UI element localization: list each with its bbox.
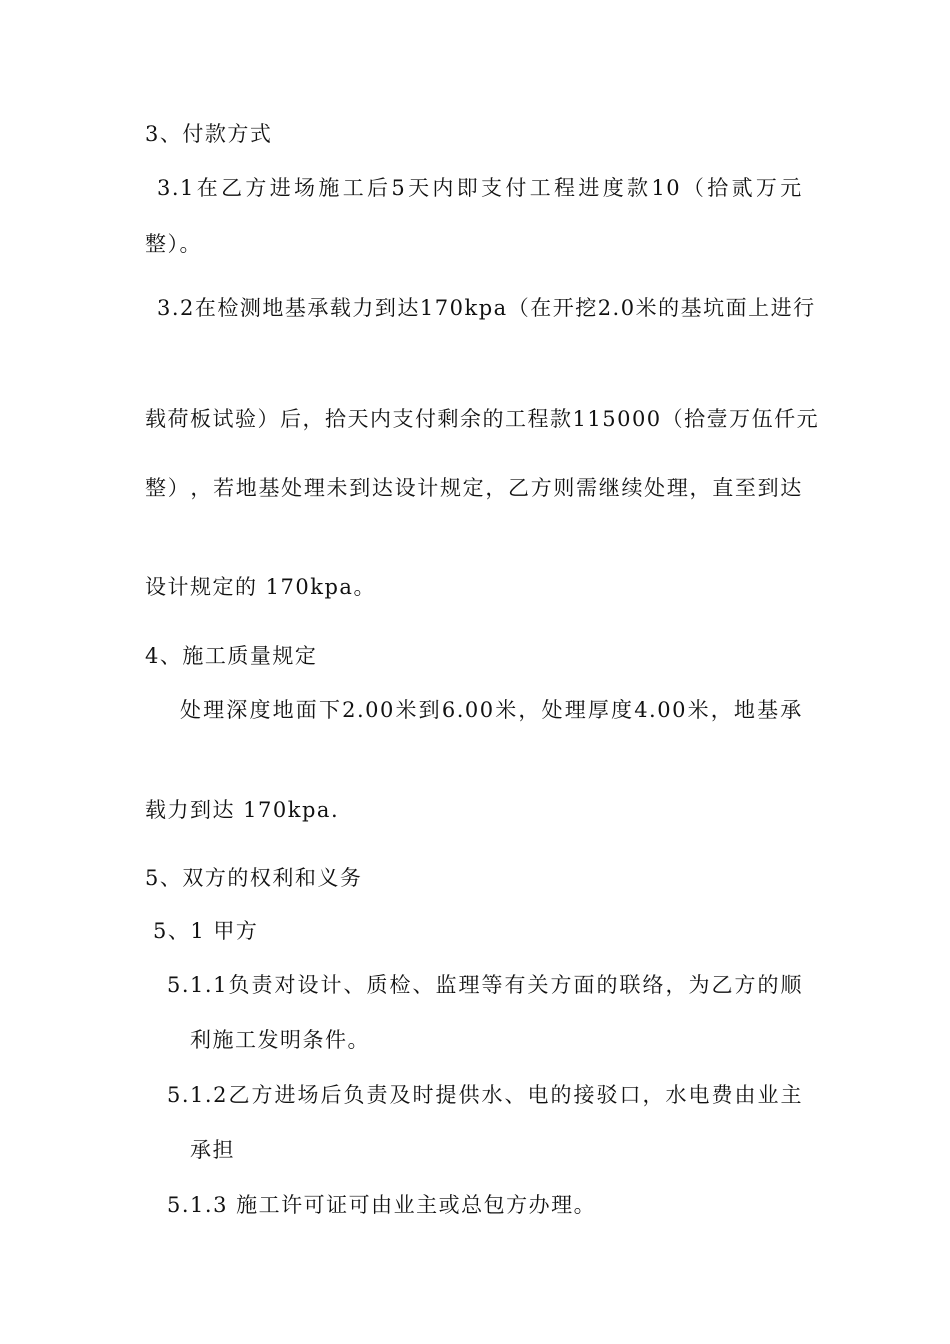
glyph: 3.2 — [157, 296, 195, 320]
paragraph-line — [157, 173, 803, 203]
glyph: 2.0 — [597, 296, 636, 320]
glyph: 供 — [458, 1083, 481, 1107]
glyph: 载 — [145, 407, 168, 431]
glyph: 支 — [481, 176, 504, 200]
glyph: 米 — [635, 296, 659, 320]
glyph: 提 — [435, 1083, 458, 1107]
glyph: 170kpa — [419, 296, 508, 320]
glyph: 责 — [366, 1083, 389, 1107]
glyph: 整 — [145, 476, 168, 500]
glyph: 在 — [194, 296, 218, 320]
glyph: ， — [710, 698, 734, 722]
paragraph-line: 载力到达 170kpa. — [145, 798, 340, 822]
glyph: 络 — [642, 973, 665, 997]
glyph: 检 — [389, 973, 412, 997]
glyph: 的 — [550, 1083, 573, 1107]
glyph: 2.00 — [342, 698, 395, 722]
glyph: 方 — [251, 1083, 274, 1107]
glyph: ， — [689, 476, 712, 500]
glyph: 程 — [527, 407, 550, 431]
glyph: 等 — [481, 973, 504, 997]
glyph: 电 — [527, 1083, 550, 1107]
glyph: 责 — [251, 973, 274, 997]
glyph: 质 — [366, 973, 389, 997]
glyph: 有 — [504, 973, 527, 997]
glyph: 付 — [415, 407, 438, 431]
glyph: 元 — [796, 407, 820, 431]
glyph: 仟 — [774, 407, 797, 431]
glyph: 4.00 — [634, 698, 687, 722]
glyph: 行 — [793, 296, 816, 320]
glyph: 的 — [596, 973, 619, 997]
glyph: ） — [167, 476, 191, 500]
glyph: 进 — [770, 296, 794, 320]
paragraph-line — [145, 404, 820, 434]
glyph: ， — [302, 407, 325, 431]
glyph: 到 — [374, 296, 398, 320]
glyph: 6.00 — [441, 698, 495, 722]
glyph: 的 — [658, 296, 681, 320]
glyph: 到 — [349, 476, 372, 500]
glyph: 在 — [530, 296, 553, 320]
glyph: 进 — [274, 1083, 297, 1107]
glyph: 水 — [481, 1083, 504, 1107]
glyph: 壹 — [706, 407, 730, 431]
glyph: 5 — [391, 176, 407, 200]
glyph: （ — [661, 407, 685, 431]
glyph: 到 — [757, 476, 781, 500]
glyph: 计 — [417, 476, 440, 500]
glyph: 至 — [734, 476, 758, 500]
glyph: 设 — [297, 973, 320, 997]
glyph: 面 — [295, 698, 319, 722]
glyph: 度 — [602, 176, 626, 200]
glyph: 对 — [274, 973, 297, 997]
glyph: 监 — [435, 973, 458, 997]
glyph: 下 — [318, 698, 342, 722]
list-item-continuation: 承担 — [190, 1138, 235, 1162]
paragraph-line: 整）。 — [145, 232, 202, 256]
glyph: 水 — [665, 1083, 688, 1107]
glyph: 方 — [734, 973, 757, 997]
glyph: 处 — [644, 476, 667, 500]
glyph: 规 — [439, 476, 463, 500]
glyph: 伍 — [751, 407, 775, 431]
glyph: ， — [665, 973, 688, 997]
glyph: 拾 — [707, 176, 730, 200]
glyph: 乙 — [221, 176, 244, 200]
glyph: 5.1.2 — [167, 1083, 228, 1107]
glyph: 达 — [397, 296, 420, 320]
glyph: 顺 — [780, 973, 803, 997]
glyph: 工 — [505, 407, 528, 431]
glyph: 理 — [303, 476, 327, 500]
glyph: 款 — [550, 407, 573, 431]
glyph: 元 — [780, 176, 803, 200]
glyph: 贰 — [731, 176, 755, 200]
glyph: 设 — [394, 476, 418, 500]
glyph: 万 — [755, 176, 779, 200]
glyph: 理 — [666, 476, 690, 500]
glyph: 的 — [757, 973, 780, 997]
glyph: 115000 — [572, 407, 662, 431]
glyph: 度 — [611, 698, 634, 722]
glyph: 场 — [294, 176, 317, 200]
glyph: 地 — [733, 698, 757, 722]
glyph: 时 — [412, 1083, 435, 1107]
glyph: 电 — [688, 1083, 711, 1107]
glyph: 施 — [318, 176, 341, 200]
glyph: 续 — [621, 476, 644, 500]
glyph: 进 — [578, 176, 601, 200]
glyph: 拾 — [325, 407, 348, 431]
list-item — [167, 970, 803, 1000]
glyph: 荷 — [167, 407, 190, 431]
glyph: 天 — [347, 407, 370, 431]
paragraph-line — [157, 293, 816, 323]
glyph: 米 — [395, 698, 419, 722]
paragraph-line — [180, 695, 803, 725]
glyph: 驳 — [596, 1083, 619, 1107]
glyph: 剩 — [437, 407, 460, 431]
glyph: 乙 — [711, 973, 734, 997]
glyph: 基 — [258, 476, 281, 500]
glyph: 余 — [460, 407, 483, 431]
glyph: 5.1.1 — [167, 973, 228, 997]
glyph: 程 — [554, 176, 577, 200]
glyph: 后 — [320, 1083, 343, 1107]
glyph: 计 — [320, 973, 343, 997]
glyph: 后 — [367, 176, 390, 200]
glyph: 拾 — [684, 407, 707, 431]
list-item — [167, 1080, 803, 1110]
list-item-continuation: 利施工发明条件。 — [190, 1028, 370, 1052]
glyph: 基 — [757, 698, 780, 722]
glyph: 基 — [680, 296, 704, 320]
glyph: ， — [190, 476, 213, 500]
glyph: 乙 — [228, 1083, 251, 1107]
glyph: 即 — [456, 176, 480, 200]
list-item: 5.1.3 施工许可证可由业主或总包方办理。 — [167, 1193, 597, 1217]
glyph: 验 — [235, 407, 258, 431]
glyph: ） — [257, 407, 280, 431]
glyph: ， — [642, 1083, 665, 1107]
glyph: 联 — [619, 973, 642, 997]
glyph: 理 — [458, 973, 481, 997]
glyph: 定 — [462, 476, 486, 500]
glyph: 及 — [389, 1083, 412, 1107]
glyph: 地 — [235, 476, 259, 500]
glyph: 、 — [504, 1083, 527, 1107]
glyph: 万 — [729, 407, 752, 431]
glyph: 关 — [527, 973, 550, 997]
glyph: 理 — [203, 698, 226, 722]
glyph: 挖 — [575, 296, 598, 320]
glyph: 若 — [213, 476, 236, 500]
glyph: 10 — [651, 176, 682, 200]
glyph: 地 — [272, 698, 296, 722]
glyph: 、 — [343, 973, 366, 997]
glyph: 口 — [619, 1083, 642, 1107]
glyph: 天 — [408, 176, 431, 200]
glyph: 面 — [573, 973, 596, 997]
glyph: 、 — [412, 973, 435, 997]
glyph: 米 — [687, 698, 711, 722]
glyph: 力 — [352, 296, 375, 320]
glyph: 费 — [711, 1083, 734, 1107]
glyph: 未 — [326, 476, 349, 500]
glyph: 开 — [552, 296, 576, 320]
glyph: 内 — [432, 176, 455, 200]
glyph: ， — [485, 476, 508, 500]
glyph: 款 — [627, 176, 650, 200]
glyph: 深 — [226, 698, 249, 722]
glyph: 3.1 — [157, 176, 195, 200]
glyph: 处 — [180, 698, 203, 722]
glyph: 坑 — [703, 296, 726, 320]
glyph: ， — [518, 698, 541, 722]
glyph: 工 — [529, 176, 553, 200]
section-heading-payment: 3、付款方式 — [145, 122, 273, 146]
glyph: 乙 — [508, 476, 531, 500]
glyph: （ — [682, 176, 706, 200]
glyph: 的 — [482, 407, 505, 431]
glyph: 厚 — [587, 698, 611, 722]
glyph: 处 — [541, 698, 565, 722]
glyph: 支 — [392, 407, 415, 431]
glyph: 基 — [284, 296, 308, 320]
glyph: 地 — [262, 296, 285, 320]
glyph: 付 — [505, 176, 528, 200]
glyph: 载 — [329, 296, 353, 320]
glyph: 方 — [550, 973, 573, 997]
glyph: 到 — [418, 698, 442, 722]
glyph: 理 — [564, 698, 588, 722]
glyph: 测 — [239, 296, 263, 320]
glyph: 方 — [245, 176, 268, 200]
glyph: 由 — [734, 1083, 757, 1107]
glyph: 处 — [281, 476, 304, 500]
glyph: 方 — [530, 476, 554, 500]
glyph: 负 — [343, 1083, 366, 1107]
glyph: 上 — [748, 296, 771, 320]
glyph: 直 — [712, 476, 735, 500]
glyph: 场 — [297, 1083, 320, 1107]
glyph: 承 — [307, 296, 330, 320]
glyph: 继 — [598, 476, 622, 500]
glyph: 进 — [269, 176, 293, 200]
glyph: 则 — [553, 476, 576, 500]
glyph: 面 — [725, 296, 749, 320]
glyph: （ — [507, 296, 531, 320]
glyph: 接 — [573, 1083, 596, 1107]
glyph: 达 — [780, 476, 803, 500]
glyph: 米 — [495, 698, 518, 722]
glyph: 内 — [370, 407, 393, 431]
glyph: 试 — [212, 407, 235, 431]
glyph: 工 — [342, 176, 366, 200]
section-heading-quality: 4、施工质量规定 — [145, 644, 318, 668]
section-heading-rights: 5、双方的权利和义务 — [145, 866, 363, 890]
glyph: 需 — [576, 476, 599, 500]
glyph: 承 — [780, 698, 803, 722]
glyph: 度 — [249, 698, 272, 722]
subsection-heading-party-a: 5、1 甲方 — [153, 919, 259, 943]
glyph: 主 — [780, 1083, 803, 1107]
glyph: 检 — [217, 296, 240, 320]
glyph: 达 — [371, 476, 395, 500]
glyph: 业 — [757, 1083, 780, 1107]
glyph: 负 — [228, 973, 251, 997]
glyph: 后 — [280, 407, 303, 431]
paragraph-line — [145, 473, 803, 503]
glyph: 为 — [688, 973, 711, 997]
glyph: 板 — [190, 407, 213, 431]
paragraph-line: 设计规定的 170kpa。 — [145, 575, 376, 599]
glyph: 在 — [196, 176, 220, 200]
